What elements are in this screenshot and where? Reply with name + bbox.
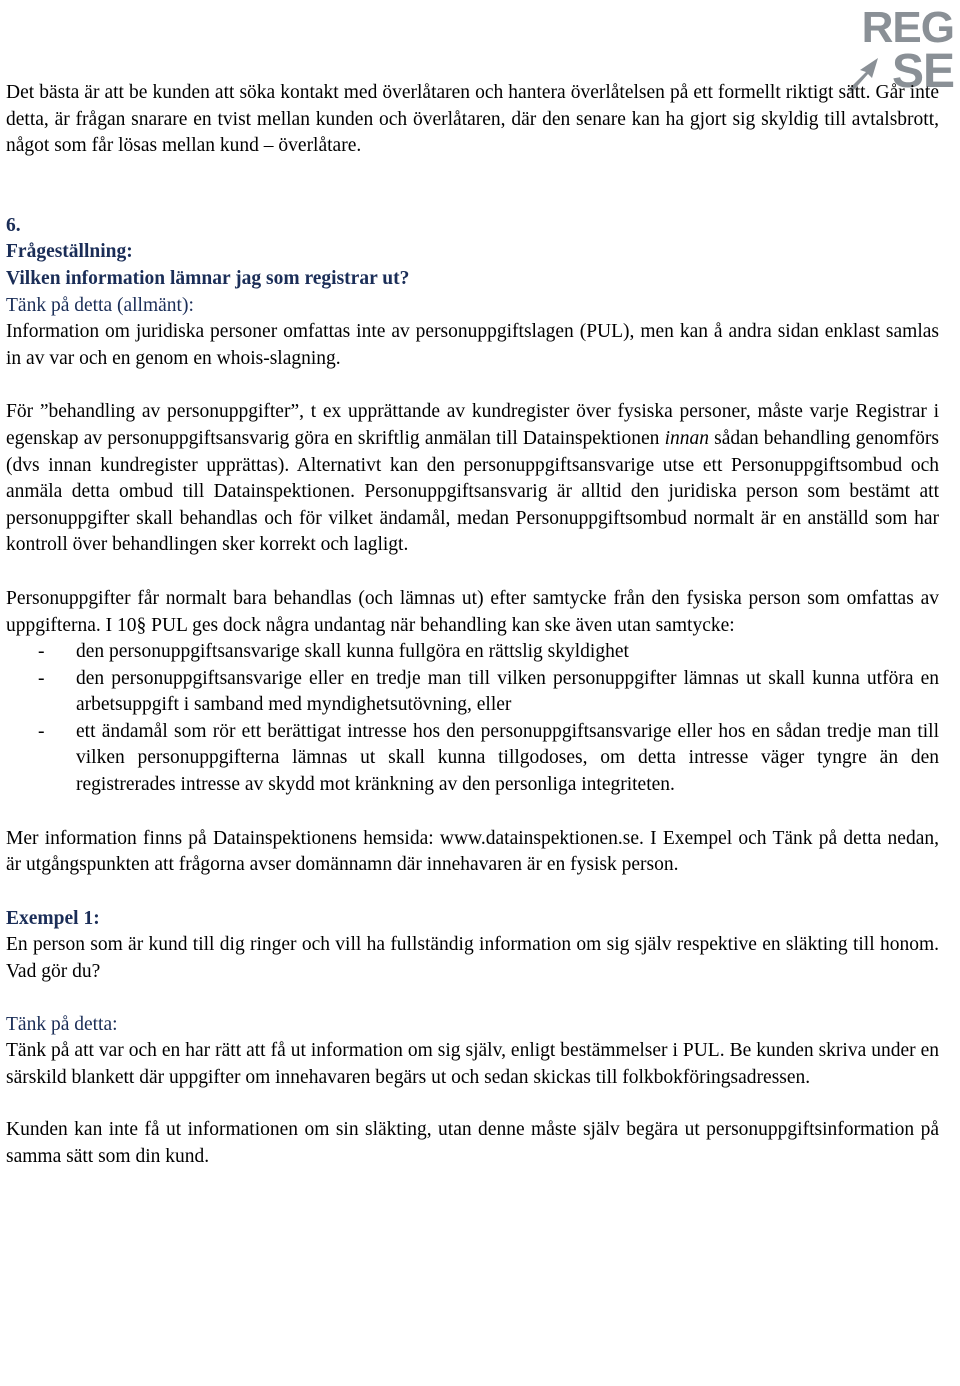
section-number: 6. [6,214,21,236]
exceptions-list [6,639,939,799]
list-item-text: ett ändamål som rör ett berättigat intresse hos den personuppgiftsansvarige eller hos en sådan tredje man till vilken personuppgifterna lämnas ut skall kunna tillgodoses, om detta intresse väger tyngre än den registrerades intresse av skydd mot kränkning av den personliga integriteten. [76,720,939,796]
list-item [6,719,939,799]
document-page [6,80,939,1171]
think-general-text: Information om juridiska personer omfattas inte av personuppgiftslagen (PUL), men kan å andra sidan enklast samlas in av var och en genom en whois-slagning. [6,321,939,369]
intro-paragraph: Det bästa är att be kunden att söka kontakt med överlåtaren och hantera överlåtelsen på ett formellt riktigt sätt. Går inte detta, är frågan snarare en tvist mellan kunden och överlåtaren, där den senare kan ha gjort sig skyldig till avtalsbrott, något som får lösas mellan kund – överlåtare. [6,82,939,157]
list-item-text: den personuppgiftsansvarige eller en tredje man till vilken personuppgifter lämnas ut skall kunna utföra en arbetsuppgift i samband med myndighetsutövning, eller [76,667,939,716]
logo-text-top: REG [861,3,954,52]
logo-text-bottom: SE [891,45,954,98]
section-question: Vilken information lämnar jag som registrar ut? [6,267,410,289]
list-item [6,639,939,666]
think-general-heading: Tänk på detta (allmänt): [6,294,194,316]
consent-paragraph: Personuppgifter får normalt bara behandlas (och lämnas ut) efter samtycke från den fysiska person som omfattas av uppgifterna. I 10§ PUL ges dock några undantag när behandling kan ske även utan samtycke: [6,587,939,636]
example-heading: Exempel 1: [6,907,100,929]
pul-emphasis: innan [664,427,709,449]
pul-paragraph [6,399,939,559]
pul-text-part2: sådan behandling genomförs (dvs innan kundregister upprättas). Alternativt kan den personuppgiftsansvarige utse ett Personuppgiftsombud och anmäla detta ombud till Datainspektionen. Personuppgiftsansvarig är alltid den juridiska person som bestämt att personuppgifter skall behandlas och för vilket ändamål, medan Personuppgiftsombud normalt är en anställd som har kontroll över behandlingen sker korrekt och lagligt. [6,427,939,556]
more-info-paragraph: Mer information finns på Datainspektionens hemsida: www.datainspektionen.se. I Exempel och Tänk på detta nedan, är utgångspunkten att frågorna avser domännamn där innehavaren är en fysisk person. [6,827,939,876]
section-label: Frågeställning: [6,241,133,263]
section-heading [6,213,939,293]
pul-text-part1: För ”behandling av personuppgifter”, t ex upprättande av kundregister över fysiska personer, måste varje Registrar i egenskap av personuppgiftsansvarig göra en skriftlig anmälan till Datainspektionen [6,401,939,449]
example-text: En person som är kund till dig ringer och vill ha fullständig information om sig själv respektive en släkting till honom. Vad gör du? [6,934,939,983]
dash-marker: - [38,667,45,689]
think-text-1: Tänk på att var och en har rätt att få ut information om sig själv, enligt bestämmelser i PUL. Be kunden skriva under en särskild blankett där uppgifter om innehavaren begärs ut och sedan skickas till folkbokföringsadressen. [6,1040,939,1088]
list-item-text: den personuppgiftsansvarige skall kunna fullgöra en rättslig skyldighet [76,641,629,663]
think-text-2: Kunden kan inte få ut informationen om sin släkting, utan denne måste själv begära ut personuppgiftsinformation på samma sätt som din kund. [6,1119,939,1167]
list-item [6,666,939,719]
dash-marker: - [38,641,45,663]
dash-marker: - [38,720,45,742]
think-heading: Tänk på detta: [6,1013,118,1035]
